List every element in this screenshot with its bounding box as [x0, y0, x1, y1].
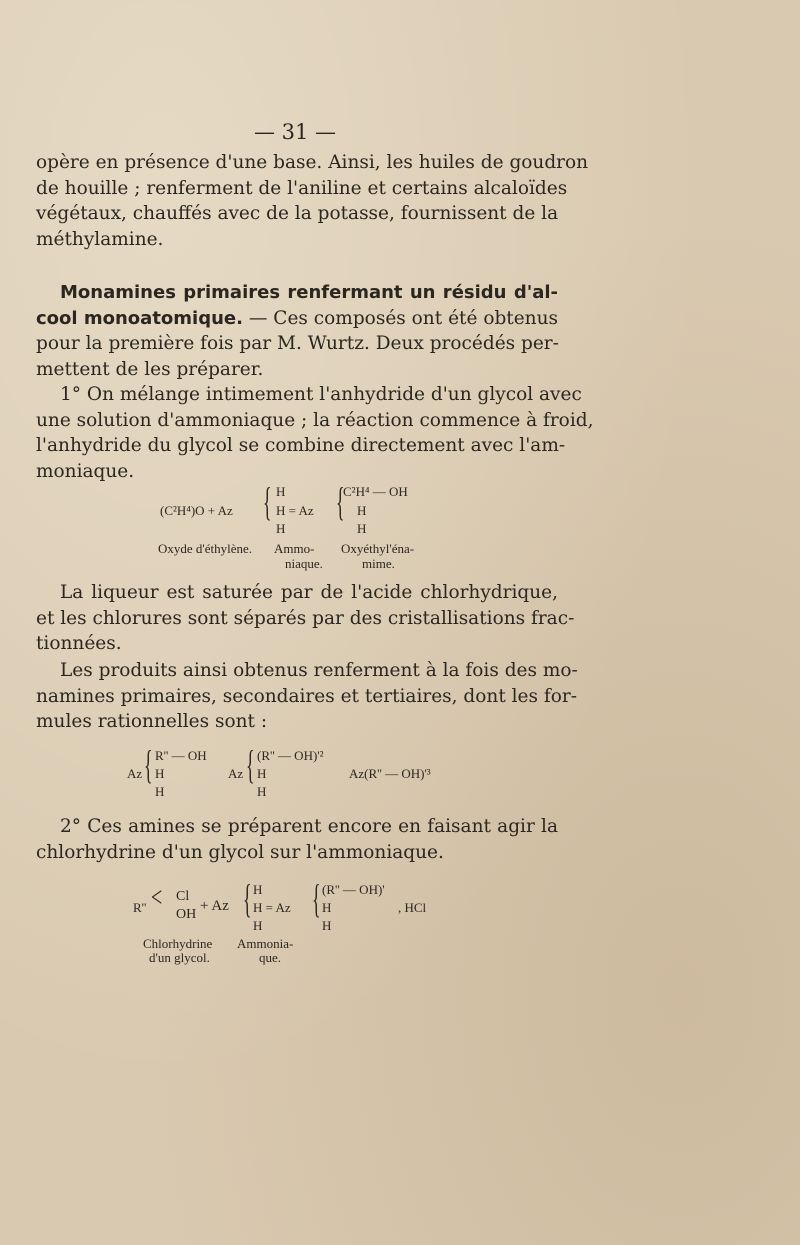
formula-term: R''	[133, 900, 147, 915]
formula-term: Cl	[176, 889, 190, 904]
formula-term: H	[253, 882, 263, 897]
formula-amines	[0, 742, 800, 804]
page-number: — 31 —	[253, 120, 337, 144]
formula-caption: Oxyéthyl'éna-	[341, 541, 415, 556]
text-line: 2° Ces amines se préparent encore en faisant agir la	[60, 816, 558, 837]
section-heading-cont: cool monoatomique.	[36, 307, 243, 329]
formula-term: Az	[228, 766, 244, 781]
text-line: végétaux, chauffés avec de la potasse, fournissent de la	[36, 203, 559, 224]
angle-bracket: <	[151, 882, 163, 914]
formula-term: H	[357, 521, 367, 536]
formula-caption: Ammonia-	[237, 936, 294, 951]
text-line: pour la première fois par M. Wurtz. Deux procédés per-	[36, 333, 559, 354]
paragraph-6	[36, 814, 558, 865]
text-line: une solution d'ammoniaque ; la réaction commence à froid,	[36, 409, 594, 431]
formula-term: H = Az	[276, 503, 314, 518]
formula-term: H	[357, 503, 367, 518]
formula-term: H	[276, 484, 286, 499]
paragraph-4	[36, 580, 575, 657]
formula-caption: mime.	[362, 556, 395, 571]
text-line: moniaque.	[36, 460, 135, 482]
formula-term: C²H⁴ — OH	[343, 484, 408, 499]
brace: {	[246, 742, 255, 787]
text-line: mules rationnelles sont :	[36, 711, 268, 732]
formula-term: R'' — OH	[155, 748, 207, 763]
formula-term: H	[322, 900, 332, 915]
formula-term: H	[322, 918, 332, 933]
formula-term: OH	[176, 907, 197, 922]
formula-term: + Az	[200, 898, 229, 914]
formula-caption: Chlorhydrine	[143, 936, 213, 951]
text-span: — Ces composés ont été obtenus	[242, 307, 558, 329]
formula-caption: Ammo-	[274, 541, 315, 556]
text-line: méthylamine.	[36, 228, 164, 250]
paragraph-1	[36, 150, 589, 252]
text-line: chlorhydrine d'un glycol sur l'ammoniaque.	[36, 841, 444, 863]
text-line: La liqueur est saturée par de l'acide chlorhydrique,	[60, 582, 558, 603]
brace: {	[263, 479, 272, 524]
formula-term: H	[276, 521, 286, 536]
section-heading: Monamines primaires renfermant un résidu d'al-	[60, 282, 558, 303]
formula-term: H	[155, 766, 165, 781]
brace: {	[243, 876, 252, 921]
formula-term: (R'' — OH)'²	[257, 748, 324, 763]
formula-term: H = Az	[253, 900, 291, 915]
paragraph-2	[36, 280, 558, 382]
brace: {	[144, 742, 153, 787]
formula-term: , HCl	[398, 900, 427, 915]
formula-caption: que.	[259, 950, 282, 965]
formula-chlorhydrin	[0, 876, 800, 965]
brace: {	[312, 876, 321, 921]
formula-term: Az(R'' — OH)'³	[349, 766, 431, 781]
text-line	[36, 306, 558, 332]
brace: {	[336, 479, 345, 524]
paragraph-3	[36, 382, 594, 484]
text-line: de houille ; renferment de l'aniline et certains alcaloïdes	[36, 177, 568, 199]
formula-caption: niaque.	[285, 556, 323, 571]
text-line: Les produits ainsi obtenus renferment à la fois des mo-	[60, 660, 578, 681]
formula-term: H	[253, 918, 263, 933]
text-line: 1° On mélange intimement l'anhydride d'un glycol avec	[60, 384, 582, 405]
text-line: et les chlorures sont séparés par des cristallisations frac-	[36, 607, 575, 629]
formula-caption: d'un glycol.	[149, 950, 210, 965]
formula-term: Az	[127, 766, 143, 781]
text-line: l'anhydride du glycol se combine directement avec l'am-	[36, 435, 566, 456]
formula-caption: Oxyde d'éthylène.	[158, 541, 253, 556]
paragraph-5	[36, 658, 578, 735]
formula-term: (R'' — OH)'	[322, 882, 385, 897]
text-line: tionnées.	[36, 633, 122, 654]
formula-term: H	[257, 784, 267, 799]
formula-term: H	[155, 784, 165, 799]
text-line: opère en présence d'une base. Ainsi, les huiles de goudron	[36, 152, 589, 173]
text-line: namines primaires, secondaires et tertiaires, dont les for-	[36, 685, 577, 707]
formula-ethylene-oxide	[0, 479, 800, 574]
formula-term: (C²H⁴)O + Az	[160, 503, 233, 518]
formula-term: H	[257, 766, 267, 781]
text-line: mettent de les préparer.	[36, 358, 264, 380]
